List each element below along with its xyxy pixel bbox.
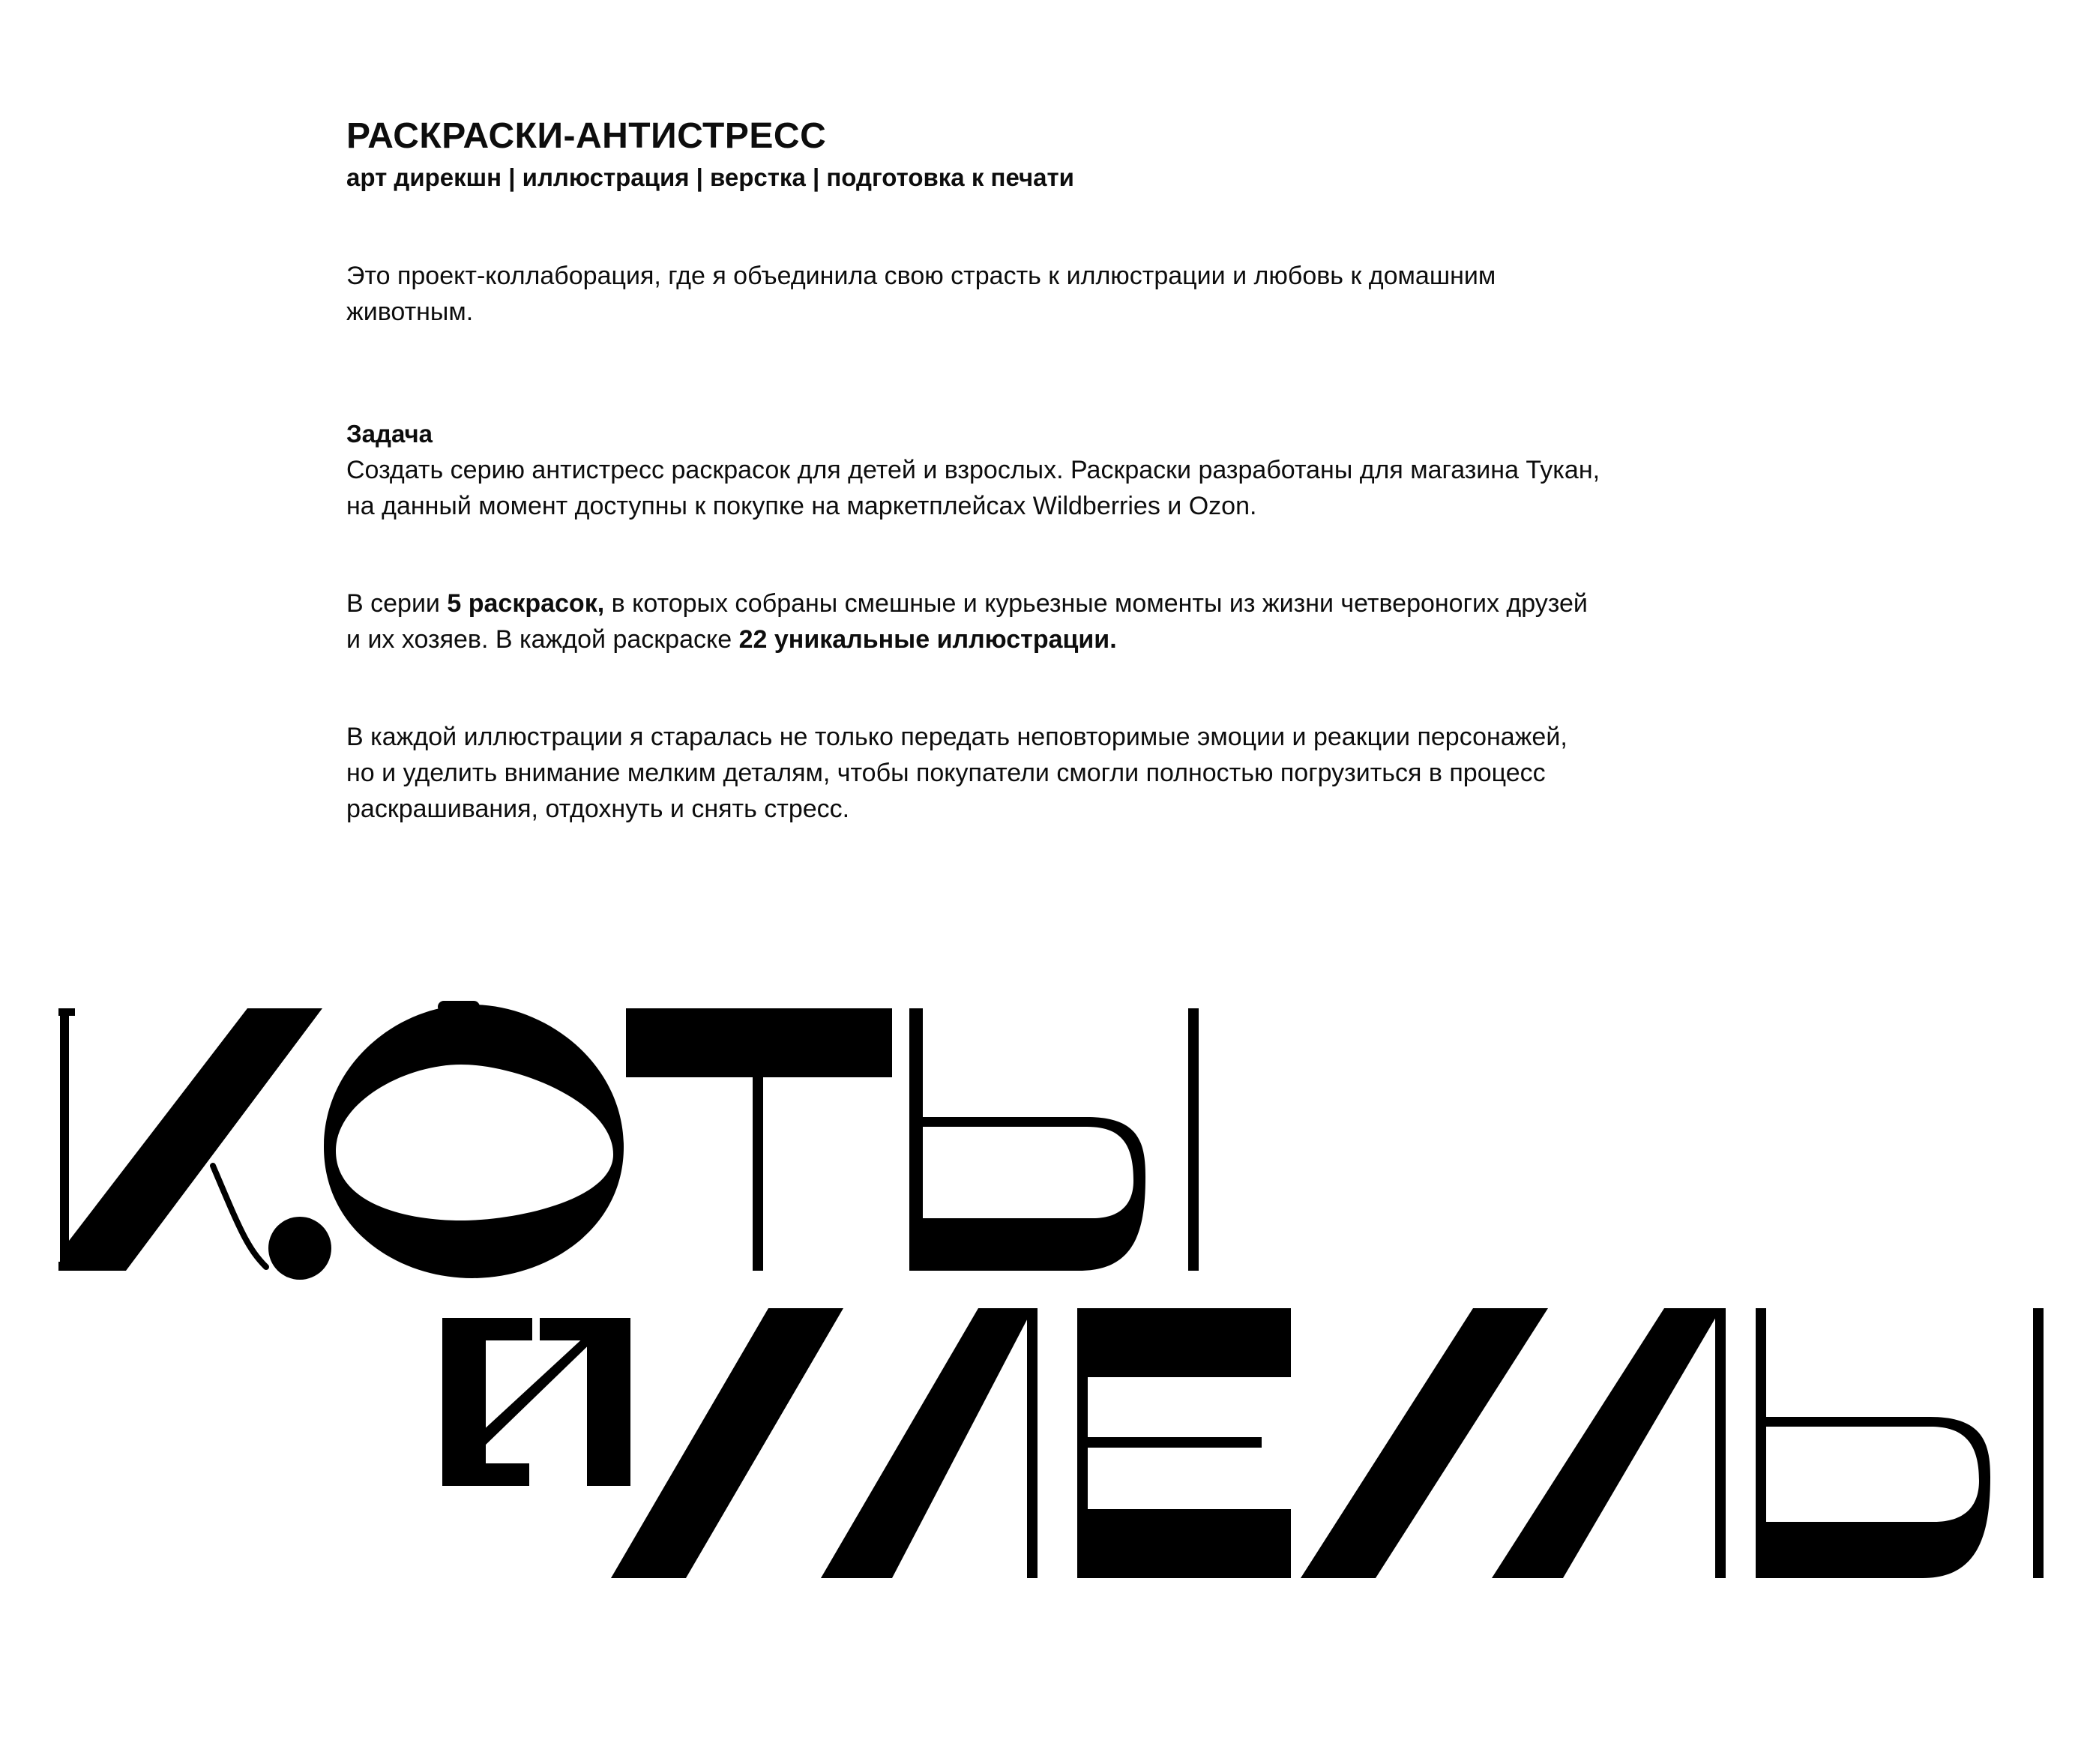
task-paragraph bbox=[346, 452, 1808, 524]
kotiki-i-memy-logo bbox=[0, 975, 2099, 1612]
series-text: и их хозяев. В каждой раскраске bbox=[346, 625, 739, 654]
logo-letter-k bbox=[58, 1008, 331, 1280]
logo-letter-o bbox=[324, 1001, 624, 1278]
logo-letter-y2 bbox=[1756, 1308, 2044, 1578]
details-line: но и уделить внимание мелким деталям, чтобы покупатели смогли полностью погрузиться в процесс bbox=[346, 759, 1546, 787]
logo-letter-t bbox=[626, 1008, 892, 1271]
intro-paragraph bbox=[346, 258, 1808, 330]
project-roles: арт дирекшн | иллюстрация | верстка | подготовка к печати bbox=[346, 163, 1074, 191]
series-count: 5 раскрасок, bbox=[447, 589, 605, 618]
series-line bbox=[346, 586, 1808, 621]
series-paragraph bbox=[346, 586, 1808, 657]
task-line: Создать серию антистресс раскрасок для детей и взрослых. Раскраски разработаны для магазина Тукан, bbox=[346, 456, 1600, 484]
details-line: раскрашивания, отдохнуть и снять стресс. bbox=[346, 795, 850, 823]
logo-letter-i bbox=[442, 1318, 630, 1486]
series-text: В серии bbox=[346, 589, 448, 618]
series-line bbox=[346, 621, 1808, 657]
logo-letter-e bbox=[1077, 1308, 1291, 1578]
details-paragraph bbox=[346, 719, 1808, 827]
logo-letter-y bbox=[909, 1008, 1199, 1271]
logo-letter-m1 bbox=[611, 1308, 1038, 1578]
task-line: на данный момент доступны к покупке на маркетплейсах Wildberries и Ozon. bbox=[346, 492, 1257, 520]
project-title: РАСКРАСКИ-АНТИСТРЕСС bbox=[346, 116, 827, 156]
task-heading: Задача bbox=[346, 420, 433, 448]
details-line: В каждой иллюстрации я старалась не только передать неповторимые эмоции и реакции персонажей, bbox=[346, 723, 1568, 751]
illustrations-count: 22 уникальные иллюстрации. bbox=[738, 625, 1117, 654]
series-text: в которых собраны смешные и курьезные моменты из жизни четвероногих друзей bbox=[604, 589, 1588, 618]
intro-line: Это проект-коллаборация, где я объединила свою страсть к иллюстрации и любовь к домашним bbox=[346, 262, 1496, 290]
logo-letter-m2 bbox=[1301, 1308, 1726, 1578]
intro-line: животным. bbox=[346, 298, 474, 326]
description-block bbox=[346, 112, 1808, 827]
